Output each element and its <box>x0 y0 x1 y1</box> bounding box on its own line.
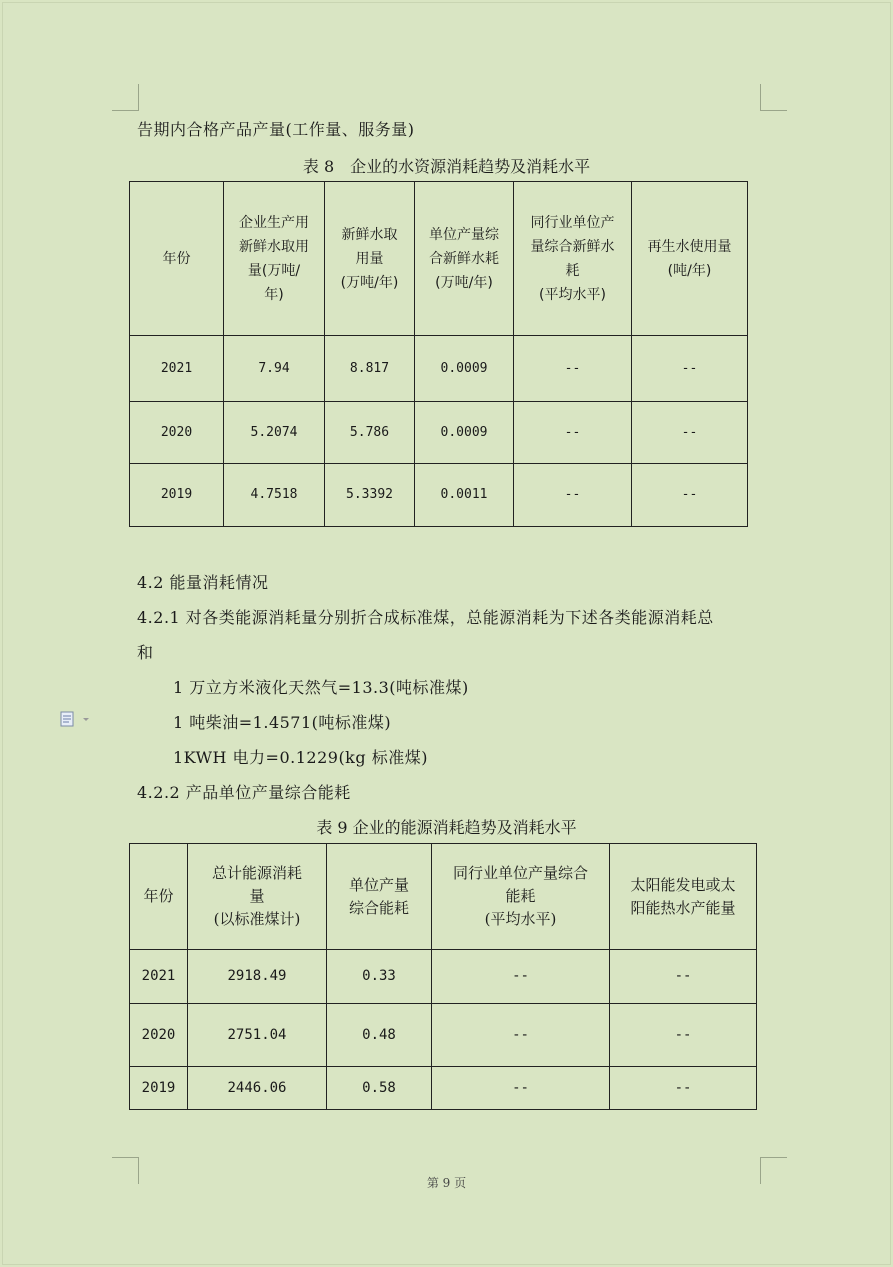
table-cell: 5.2074 <box>224 402 325 464</box>
document-comment-icon[interactable] <box>60 711 90 727</box>
water-consumption-table <box>129 181 748 527</box>
table-cell: 2020 <box>130 402 224 464</box>
table-cell: 0.0011 <box>415 464 514 527</box>
paragraph-4-2-1: 4.2.1 对各类能源消耗量分别折合成标准煤，总能源消耗为下述各类能源消耗总 <box>137 608 714 627</box>
header-cell: 企业生产用 新鲜水取用 量(万吨/ 年) <box>224 182 325 336</box>
table-cell: -- <box>610 1067 757 1110</box>
header-cell: 单位产量综 合新鲜水耗 (万吨/年) <box>415 182 514 336</box>
header-cell: 单位产量 综合能耗 <box>327 844 432 950</box>
page-number: 第 9 页 <box>426 1176 467 1190</box>
table-cell: 4.7518 <box>224 464 325 527</box>
header-cell: 同行业单位产 量综合新鲜水 耗 (平均水平) <box>514 182 632 336</box>
table-cell: 0.48 <box>327 1004 432 1067</box>
header-cell: 年份 <box>130 182 224 336</box>
table-cell: 0.33 <box>327 950 432 1004</box>
table-row <box>130 402 748 464</box>
header-cell: 太阳能发电或太 阳能热水产能量 <box>610 844 757 950</box>
table8-caption: 表 8 企业的水资源消耗趋势及消耗水平 <box>302 157 591 176</box>
header-cell: 再生水使用量 (吨/年) <box>632 182 748 336</box>
table-cell: 5.3392 <box>325 464 415 527</box>
table-cell: 2446.06 <box>188 1067 327 1110</box>
table-cell: -- <box>632 402 748 464</box>
intro-line: 告期内合格产品产量(工作量、服务量) <box>137 120 415 139</box>
table-cell: 0.0009 <box>415 402 514 464</box>
table-cell: 2918.49 <box>188 950 327 1004</box>
table-cell: 8.817 <box>325 336 415 402</box>
header-cell: 年份 <box>130 844 188 950</box>
table-cell: 5.786 <box>325 402 415 464</box>
crop-mark-top-right <box>760 84 787 111</box>
table-cell: -- <box>632 464 748 527</box>
table-cell: 2019 <box>130 1067 188 1110</box>
table-cell: 2751.04 <box>188 1004 327 1067</box>
conversion-line: 1KWH 电力=0.1229(kg 标准煤) <box>173 748 428 767</box>
table9-caption: 表 9 企业的能源消耗趋势及消耗水平 <box>316 818 577 837</box>
table-cell: -- <box>514 402 632 464</box>
table-row <box>130 1067 757 1110</box>
header-cell: 总计能源消耗 量 (以标准煤计) <box>188 844 327 950</box>
table-cell: -- <box>610 950 757 1004</box>
table-cell: -- <box>432 1004 610 1067</box>
conversion-line: 1 吨柴油=1.4571(吨标准煤) <box>173 713 392 732</box>
table-row <box>130 336 748 402</box>
conversion-line: 1 万立方米液化天然气=13.3(吨标准煤) <box>173 678 469 697</box>
table-cell: -- <box>610 1004 757 1067</box>
header-cell: 新鲜水取 用量 (万吨/年) <box>325 182 415 336</box>
paragraph-4-2-1-continued: 和 <box>137 643 154 662</box>
section-heading-4-2-2: 4.2.2 产品单位产量综合能耗 <box>137 783 351 802</box>
table-cell: 2019 <box>130 464 224 527</box>
table-header-row <box>130 844 757 950</box>
table-row <box>130 950 757 1004</box>
table-cell: 2021 <box>130 950 188 1004</box>
energy-consumption-table <box>129 843 757 1110</box>
table-cell: -- <box>432 1067 610 1110</box>
table-cell: 2021 <box>130 336 224 402</box>
table-cell: -- <box>514 464 632 527</box>
table-cell: 0.0009 <box>415 336 514 402</box>
section-heading-4-2: 4.2 能量消耗情况 <box>137 573 269 592</box>
header-cell: 同行业单位产量综合 能耗 (平均水平) <box>432 844 610 950</box>
table-cell: 0.58 <box>327 1067 432 1110</box>
table-cell: -- <box>432 950 610 1004</box>
table-row <box>130 464 748 527</box>
table-cell: -- <box>514 336 632 402</box>
table-row <box>130 1004 757 1067</box>
table-cell: 2020 <box>130 1004 188 1067</box>
crop-mark-top-left <box>112 84 139 111</box>
table-header-row <box>130 182 748 336</box>
table-cell: -- <box>632 336 748 402</box>
table-cell: 7.94 <box>224 336 325 402</box>
